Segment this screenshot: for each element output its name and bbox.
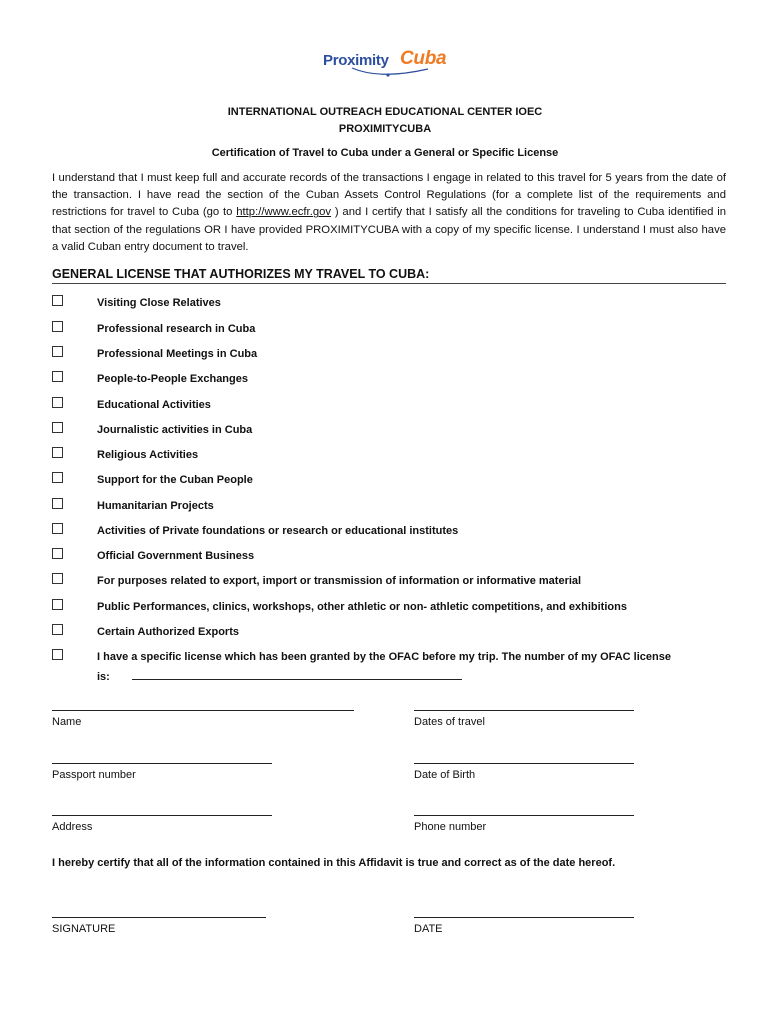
checkbox[interactable] <box>52 447 63 458</box>
dates-of-travel-label: Dates of travel <box>414 716 485 728</box>
option-label: Professional Meetings in Cuba <box>97 348 258 360</box>
checkbox[interactable] <box>52 422 63 433</box>
checkbox[interactable] <box>52 295 63 306</box>
proximitycuba-logo <box>320 48 450 82</box>
org-heading: INTERNATIONAL OUTREACH EDUCATIONAL CENTER IOEC <box>227 106 543 118</box>
option-label: Support for the Cuban People <box>97 474 253 486</box>
checkbox[interactable] <box>52 599 63 610</box>
option-label: Religious Activities <box>97 449 199 461</box>
checkbox[interactable] <box>52 472 63 483</box>
address-label: Address <box>52 821 93 833</box>
signature-line[interactable] <box>52 917 266 918</box>
date-label: DATE <box>414 923 443 935</box>
checkbox[interactable] <box>52 523 63 534</box>
checkbox[interactable] <box>52 649 63 660</box>
option-label: Activities of Private foundations or research or educational institutes <box>97 525 459 537</box>
option-label: Visiting Close Relatives <box>97 297 221 309</box>
logo-text-proximity: Proximity <box>323 52 389 69</box>
option-label: Official Government Business <box>97 550 255 562</box>
logo-swoosh-icon <box>350 66 430 80</box>
option-label: Professional research in Cuba <box>97 323 256 335</box>
option-label: People-to-People Exchanges <box>97 373 248 385</box>
checkbox[interactable] <box>52 321 63 332</box>
logo-text-cuba: Cuba <box>400 48 447 69</box>
name-label: Name <box>52 716 82 728</box>
passport-number-label: Passport number <box>52 769 136 781</box>
option-label <box>97 647 737 687</box>
checkbox[interactable] <box>52 548 63 559</box>
form-subtitle: Certification of Travel to Cuba under a General or Specific License <box>211 147 559 159</box>
date-of-birth-line[interactable] <box>414 763 634 764</box>
ecfr-link[interactable]: http://www.ecfr.gov <box>236 206 332 219</box>
company-heading: PROXIMITYCUBA <box>338 123 432 135</box>
passport-number-line[interactable] <box>52 763 272 764</box>
phone-number-label: Phone number <box>414 821 487 833</box>
address-line[interactable] <box>52 815 272 816</box>
signature-label: SIGNATURE <box>52 923 116 935</box>
ofac-is-label: is: <box>97 671 110 683</box>
checkbox[interactable] <box>52 573 63 584</box>
date-line[interactable] <box>414 917 634 918</box>
checkbox[interactable] <box>52 346 63 357</box>
general-license-heading: GENERAL LICENSE THAT AUTHORIZES MY TRAVEL TO CUBA: <box>52 267 726 284</box>
intro-text-2: ) and I certify that I satisfy all the conditions for traveling to Cuba identified in that section of the regulations OR I have provided PROXIMITYCUBA with a copy of my specific license. I understand I must also have a valid Cuban entry document to travel. <box>52 206 726 253</box>
option-label: Certain Authorized Exports <box>97 626 239 638</box>
checkbox[interactable] <box>52 624 63 635</box>
option-label: Humanitarian Projects <box>97 500 214 512</box>
ofac-label: I have a specific license which has been granted by the OFAC before my trip. The number of my OFAC license <box>97 651 671 663</box>
checkbox[interactable] <box>52 498 63 509</box>
checkbox[interactable] <box>52 397 63 408</box>
option-label: Journalistic activities in Cuba <box>97 424 253 436</box>
ofac-license-number-line[interactable] <box>132 669 462 680</box>
certification-statement: I hereby certify that all of the information contained in this Affidavit is true and correct as of the date hereof. <box>52 857 616 869</box>
date-of-birth-label: Date of Birth <box>414 769 476 781</box>
phone-number-line[interactable] <box>414 815 634 816</box>
checkbox[interactable] <box>52 371 63 382</box>
intro-paragraph <box>52 170 726 256</box>
option-label: For purposes related to export, import or transmission of information or informative material <box>97 575 582 587</box>
option-label: Public Performances, clinics, workshops, other athletic or non- athletic competitions, and exhibitions <box>97 601 627 613</box>
dates-of-travel-line[interactable] <box>414 710 634 711</box>
intro-text-1: I understand that I must keep full and accurate records of the transactions I engage in related to this travel for 5 years from the date of the transaction. I have read the section of the Cuban Assets Control Regulations (for a complete list of the requirements and restrictions for travel to Cuba (go to <box>52 172 726 219</box>
option-label: Educational Activities <box>97 399 211 411</box>
name-line[interactable] <box>52 710 354 711</box>
